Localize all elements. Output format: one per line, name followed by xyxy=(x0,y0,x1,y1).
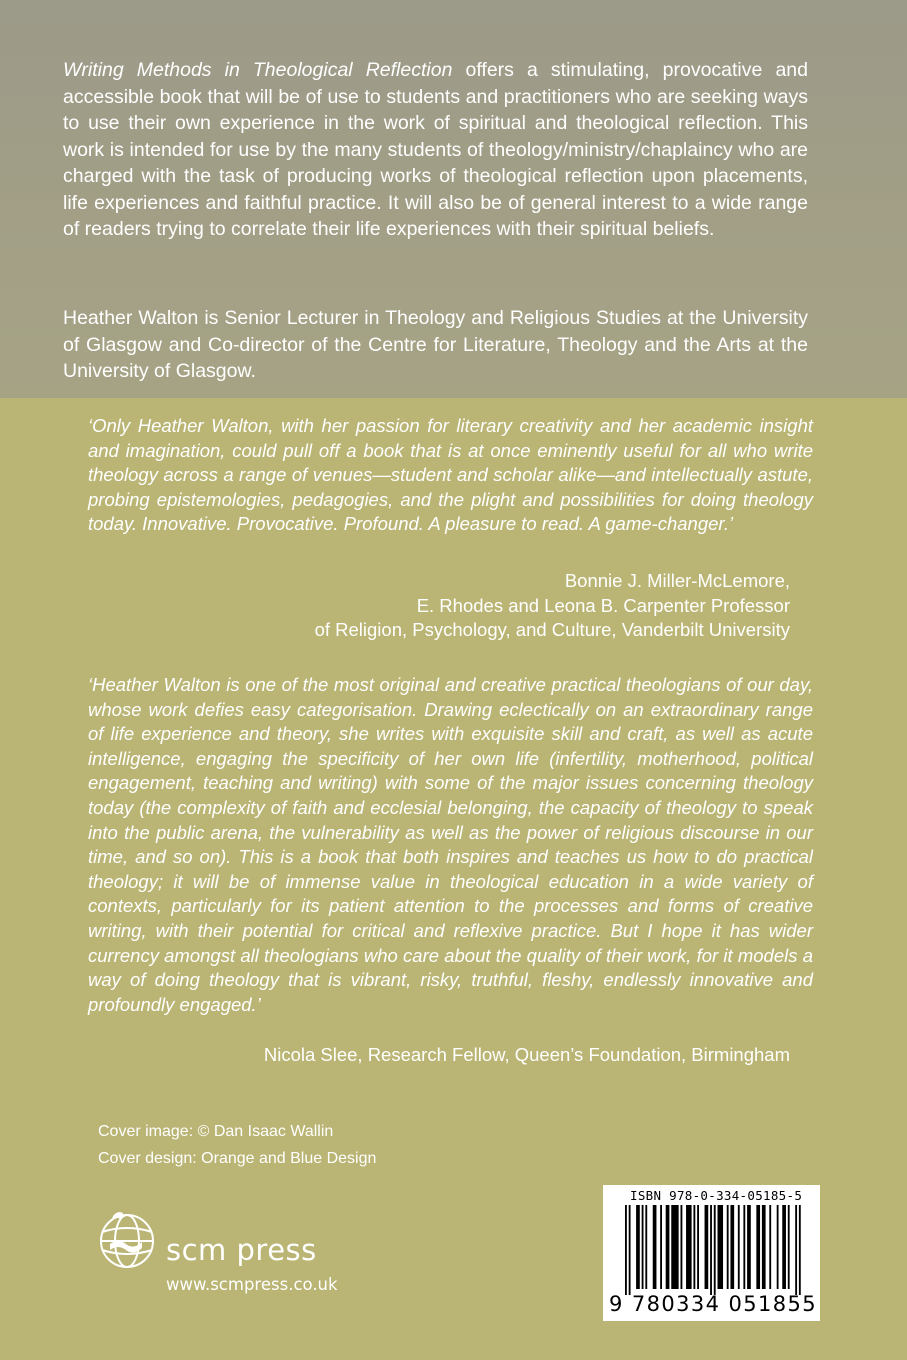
barcode-bar xyxy=(799,1205,801,1295)
barcode-bar xyxy=(762,1205,766,1289)
barcode-bar xyxy=(730,1205,734,1289)
endorsement-attribution-2 xyxy=(170,1043,790,1068)
barcode-bar xyxy=(686,1205,692,1289)
barcode-bar xyxy=(660,1205,662,1289)
barcode-bar xyxy=(629,1205,631,1295)
barcode-bar xyxy=(625,1205,627,1295)
endorsement-attribution-1 xyxy=(170,569,790,643)
barcode-bar xyxy=(666,1205,670,1289)
endorsement-quote-2: ‘Heather Walton is one of the most original and creative practical theologians of our day, whose work defies easy categorisation. Drawing eclectically on an extraordinary range of life experience and theory, she writes with exquisite skill and craft, as well as acute intelligence, engaging the specificity of her own life (infertility, motherhood, political engagement, teaching and writing) with some of the major issues concerning theology today (the complexity of faith and ecclesial belonging, the capacity of theology to speak into the public arena, the vulnerability as well as the power of religious discourse in our time, and so on). This is a book that both inspires and teaches us how to do practical theology; it will be of immense value in theological education in a wide variety of contexts, particularly for its patient attention to the processes and forms of creative writing, with their potential for critical and reflexive practice. But I hope it has wider currency amongst all theologians who care about the quality of their work, for it models a way of doing theology that is vibrant, risky, truthful, fleshy, endlessly innovative and profoundly engaged.’ xyxy=(88,674,813,1015)
barcode-bar xyxy=(714,1205,716,1295)
barcode-bar xyxy=(782,1205,786,1289)
attribution-line: E. Rhodes and Leona B. Carpenter Professor xyxy=(416,594,790,616)
barcode-digits: 9 780334 051855 xyxy=(609,1292,818,1316)
barcode-bar xyxy=(636,1205,640,1289)
scm-globe-logo-icon xyxy=(96,1208,160,1278)
attribution-line: Bonnie J. Miller-McLemore, xyxy=(564,570,790,591)
endorsement-quote-1: ‘Only Heather Walton, with her passion for literary creativity and her academic insight and imagination, could pull off a book that is at once eminently useful for all who write theology across a range of venues—student and scholar alike—and intellectually astute, probing epistemologies, pedagogies, and the plight and possibilities for doing theology today. Innovative. Provocative. Profound. A pleasure to read. A game-changer.’ xyxy=(88,415,813,535)
barcode-bar xyxy=(705,1205,709,1289)
barcode-bar xyxy=(756,1205,760,1289)
barcode-bar xyxy=(788,1205,790,1289)
barcode-bar xyxy=(738,1205,740,1289)
isbn-label: ISBN 978-0-334-05185-5 xyxy=(630,1188,803,1203)
barcode-bar xyxy=(743,1205,745,1289)
barcode-bar xyxy=(769,1205,771,1289)
barcode-bar xyxy=(727,1205,729,1289)
barcode-bar xyxy=(693,1205,695,1289)
blurb-text: offers a stimulating, provocative and accessible book that will be of use to students and practitioners who are seeking ways to use their own experience in the work of spiritual and theological reflection. This work is intended for use by the many students of theology/ministry/chaplaincy who are charged with the task of producing works of theological reflection upon placements, life experiences and faithful practice. It will also be of general interest to a wide range of readers trying to correlate their life experiences with their spiritual beliefs. xyxy=(63,59,808,240)
barcode-bar xyxy=(653,1205,657,1289)
cover-design-credit: Cover design: Orange and Blue Design xyxy=(98,1150,377,1167)
barcode-bar xyxy=(718,1205,724,1289)
barcode-bar xyxy=(671,1205,678,1289)
book-title: Writing Methods in Theological Reflection xyxy=(63,59,453,81)
barcode-bar xyxy=(681,1205,683,1289)
barcode-bar xyxy=(697,1205,699,1289)
barcode-bar xyxy=(642,1205,644,1289)
barcode-bar xyxy=(710,1205,712,1295)
barcode-bar xyxy=(645,1205,647,1289)
barcode-bars xyxy=(623,1205,803,1295)
barcode-bar xyxy=(747,1205,751,1289)
barcode-bar xyxy=(795,1205,797,1295)
publisher-url: www.scmpress.co.uk xyxy=(166,1275,338,1294)
isbn-barcode xyxy=(603,1185,820,1321)
author-bio: Heather Walton is Senior Lecturer in Theology and Religious Studies at the University of Glasgow and Co-director of the Centre for Literature, Theology and the Arts at the University of Glasgow. xyxy=(63,307,808,382)
attribution-line: of Religion, Psychology, and Culture, Vanderbilt University xyxy=(314,619,790,641)
attribution-line: Nicola Slee, Research Fellow, Queen’s Foundation, Birmingham xyxy=(263,1044,790,1065)
cover-image-credit: Cover image: © Dan Isaac Wallin xyxy=(98,1123,334,1140)
book-blurb xyxy=(63,57,808,243)
barcode-bar xyxy=(777,1205,779,1289)
publisher-name: scm press xyxy=(166,1233,317,1267)
